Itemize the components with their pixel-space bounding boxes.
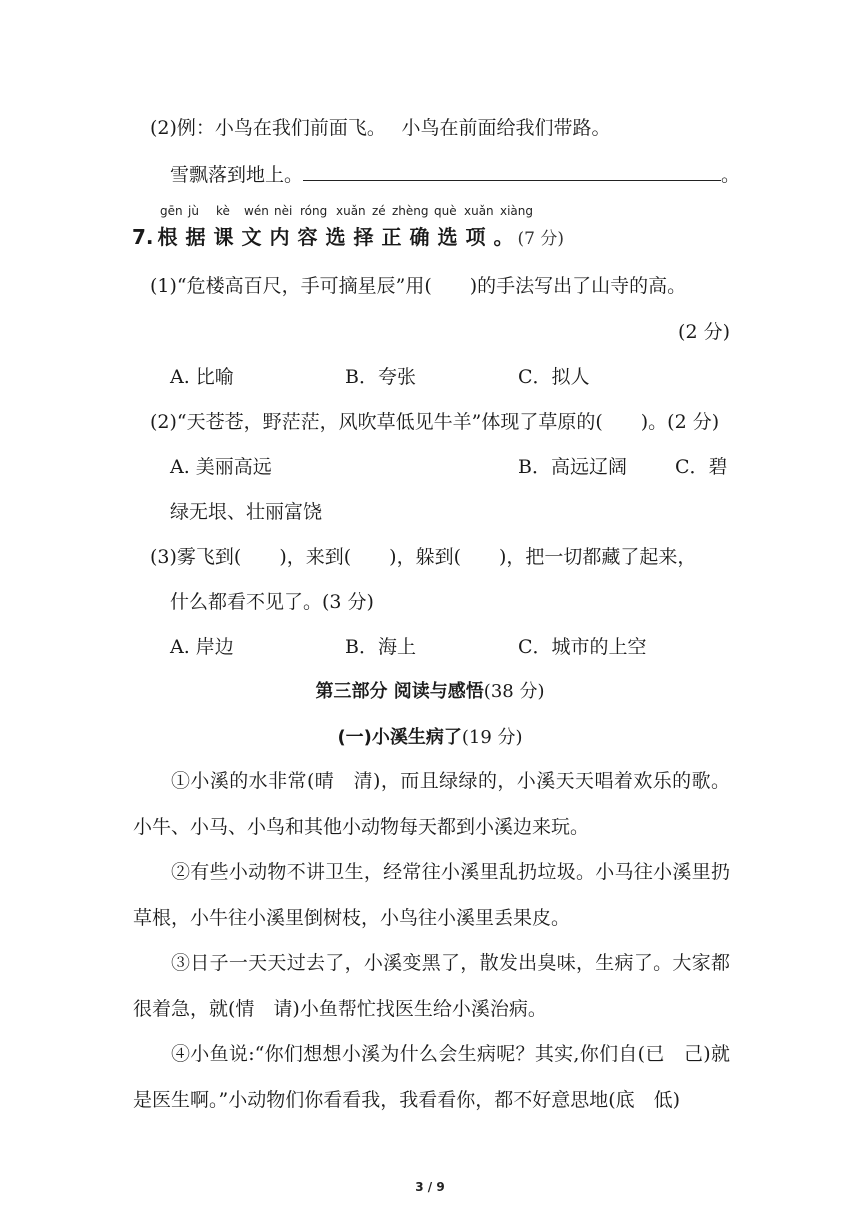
passage-title bbox=[0, 726, 860, 750]
q7-3-stem: (3)雾飞到( )，来到( )，躲到( )，把一切都藏了起来， bbox=[150, 546, 697, 568]
q7-heading bbox=[132, 224, 564, 252]
part3-title bbox=[0, 680, 860, 704]
pinyin-10: què bbox=[434, 204, 457, 218]
part3-title-text: 第三部分 阅读与感悟 bbox=[315, 681, 484, 702]
pinyin-11: xuǎn bbox=[464, 204, 494, 218]
q7-char-11: 选 bbox=[437, 225, 458, 249]
q7-number: 7. bbox=[132, 225, 154, 249]
q7-3-option-a[interactable]: A. 岸边 bbox=[170, 636, 234, 658]
q6-answer-line bbox=[170, 162, 740, 187]
q7-char-1: 根 bbox=[157, 225, 178, 249]
answer-blank[interactable] bbox=[303, 162, 721, 181]
q7-char-10: 确 bbox=[409, 225, 430, 249]
q7-char-5: 内 bbox=[269, 225, 290, 249]
pinyin-2: jù bbox=[188, 204, 199, 218]
q7-3-option-b[interactable]: B．海上 bbox=[345, 636, 416, 658]
page-number: 3 / 9 bbox=[415, 1180, 445, 1194]
q7-char-9: 正 bbox=[381, 225, 402, 249]
passage-title-score: (19 分) bbox=[461, 727, 523, 748]
pinyin-4: wén bbox=[244, 204, 269, 218]
pinyin-6: róng bbox=[300, 204, 328, 218]
q6-end-mark: 。 bbox=[721, 164, 741, 186]
q7-1-option-b[interactable]: B．夸张 bbox=[345, 366, 416, 388]
q7-2-stem: (2)“天苍苍，野茫茫，风吹草低见牛羊”体现了草原的( )。(2 分) bbox=[150, 411, 720, 433]
pinyin-7: xuǎn bbox=[336, 204, 366, 218]
q7-char-3: 课 bbox=[213, 225, 234, 249]
q7-char-7: 选 bbox=[325, 225, 346, 249]
part3-title-score: (38 分) bbox=[483, 681, 545, 702]
q7-1-stem: (1)“危楼高百尺，手可摘星辰”用( )的手法写出了山寺的高。 bbox=[150, 275, 687, 297]
q7-char-12: 项 bbox=[465, 225, 486, 249]
q7-char-2: 据 bbox=[185, 225, 206, 249]
passage-title-text: (一)小溪生病了 bbox=[337, 727, 462, 748]
q7-char-4: 文 bbox=[241, 225, 262, 249]
q7-1-option-a[interactable]: A. 比喻 bbox=[170, 366, 234, 388]
q7-2-option-c-wrap: 绿无垠、壮丽富饶 bbox=[170, 501, 323, 523]
q6-prompt: 雪飘落到地上。 bbox=[170, 164, 304, 186]
q7-2-option-b[interactable]: B．高远辽阔 bbox=[518, 456, 627, 478]
passage-paragraph-1: ①小溪的水非常(晴 清)，而且绿绿的，小溪天天唱着欢乐的歌。小牛、小马、小鸟和其他小动物每天都到小溪边来玩。 bbox=[133, 770, 730, 838]
q6-example-line: (2)例：小鸟在我们前面飞。 小鸟在前面给我们带路。 bbox=[150, 117, 611, 139]
pinyin-5: nèi bbox=[274, 204, 293, 218]
q7-2-option-a[interactable]: A. 美丽高远 bbox=[170, 456, 272, 478]
pinyin-3: kè bbox=[216, 204, 230, 218]
pinyin-12: xiàng bbox=[500, 204, 534, 218]
q7-1-score: (2 分) bbox=[678, 321, 730, 343]
passage-paragraph-4: ④小鱼说:“你们想想小溪为什么会生病呢？其实,你们自(已 己)就是医生啊。”小动物们你看看我，我看看你，都不好意思地(底 低) bbox=[133, 1043, 730, 1111]
q7-2-option-c[interactable]: C．碧 bbox=[675, 456, 728, 478]
passage-paragraph-3: ③日子一天天过去了，小溪变黑了，散发出臭味，生病了。大家都很着急，就(情 请)小鱼帮忙找医生给小溪治病。 bbox=[133, 952, 730, 1020]
q7-1-option-c[interactable]: C．拟人 bbox=[518, 366, 590, 388]
q7-char-8: 择 bbox=[353, 225, 374, 249]
q7-score: (7 分) bbox=[517, 229, 564, 249]
q7-3-stem-wrap: 什么都看不见了。(3 分) bbox=[170, 591, 374, 613]
pinyin-1: gēn bbox=[160, 204, 183, 218]
q7-3-option-c[interactable]: C．城市的上空 bbox=[518, 636, 647, 658]
q7-pinyin bbox=[160, 204, 540, 218]
q7-char-6: 容 bbox=[297, 225, 318, 249]
passage-paragraph-2: ②有些小动物不讲卫生，经常往小溪里乱扔垃圾。小马往小溪里扔草根，小牛往小溪里倒树枝，小鸟往小溪里丢果皮。 bbox=[133, 861, 730, 929]
pinyin-8: zé bbox=[372, 204, 386, 218]
pinyin-9: zhèng bbox=[392, 204, 429, 218]
q7-period: 。 bbox=[493, 225, 514, 249]
